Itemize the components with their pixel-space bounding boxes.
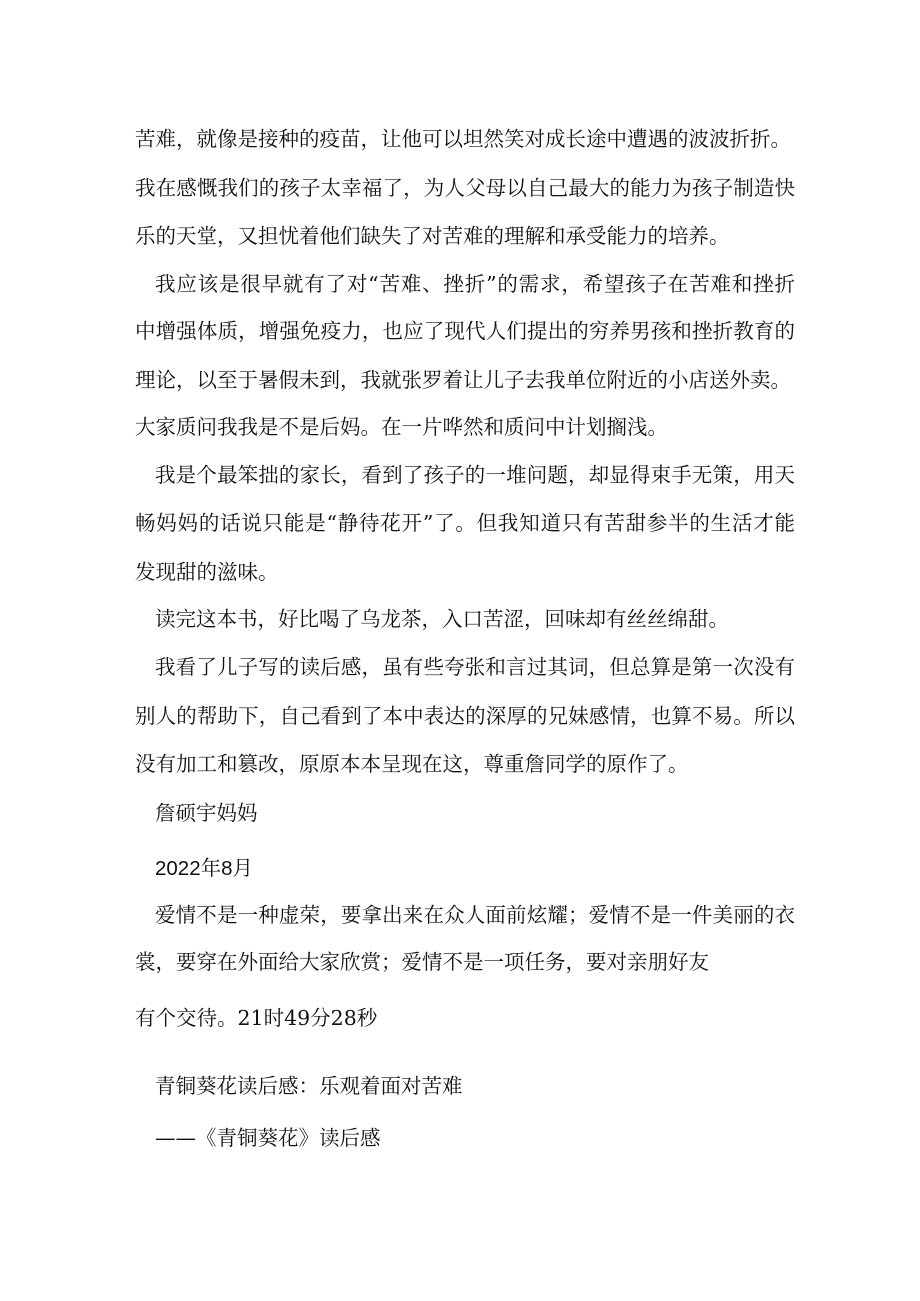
paragraph-first-line: 读完这本书，好比喝了乌龙茶，入口苦涩，回味却有丝丝绵甜。 — [155, 607, 729, 631]
paragraph-first-line: 我是个最笨拙的家长，看到了孩子的一堆问题，却显得束手无策，用天 — [155, 463, 795, 487]
text-line: 大家质问我我是不是后妈。在一片哗然和质问中计划搁浅。 — [135, 415, 668, 439]
text-line: 没有加工和篡改，原原本本呈现在这，尊重詹同学的原作了。 — [135, 752, 689, 776]
text-line: 苦难，就像是接种的疫苗，让他可以坦然笑对成长途中遭遇的波波折折。 — [135, 127, 791, 151]
date-line: 2022年8月 — [155, 857, 254, 880]
text-line: 发现甜的滋味。 — [135, 560, 279, 584]
text-line: 中增强体质，增强免疫力，也应了现代人们提出的穷养男孩和挫折教育的 — [135, 319, 795, 343]
text-line: 理论，以至于暑假未到，我就张罗着让儿子去我单位附近的小店送外卖。 — [135, 368, 791, 392]
text-line: 别人的帮助下，自己看到了本中表达的深厚的兄妹感情，也算不易。所以 — [135, 704, 795, 728]
text-line: 我在感慨我们的孩子太幸福了，为人父母以自己最大的能力为孩子制造快 — [135, 176, 795, 200]
text-line: 裳，要穿在外面给大家欣赏；爱情不是一项任务，要对亲朋好友 — [135, 950, 709, 974]
paragraph-first-line: 我看了儿子写的读后感，虽有些夸张和言过其词，但总算是第一次没有 — [155, 655, 795, 679]
article-subtitle: ——《青铜葵花》读后感 — [155, 1126, 381, 1150]
text-line: 畅妈妈的话说只能是“静待花开”了。但我知道只有苦甜参半的生活才能 — [135, 511, 795, 535]
article-title: 青铜葵花读后感：乐观着面对苦难 — [155, 1074, 463, 1098]
paragraph-first-line: 我应该是很早就有了对“苦难、挫折”的需求，希望孩子在苦难和挫折 — [155, 272, 795, 296]
paragraph-first-line: 爱情不是一种虚荣，要拿出来在众人面前炫耀；爱情不是一件美丽的衣 — [155, 903, 795, 927]
signature-line: 詹硕宇妈妈 — [155, 801, 258, 825]
timestamp-line: 有个交待。21时49分28秒 — [135, 1006, 378, 1030]
text-line: 乐的天堂，又担忧着他们缺失了对苦难的理解和承受能力的培养。 — [135, 224, 730, 248]
